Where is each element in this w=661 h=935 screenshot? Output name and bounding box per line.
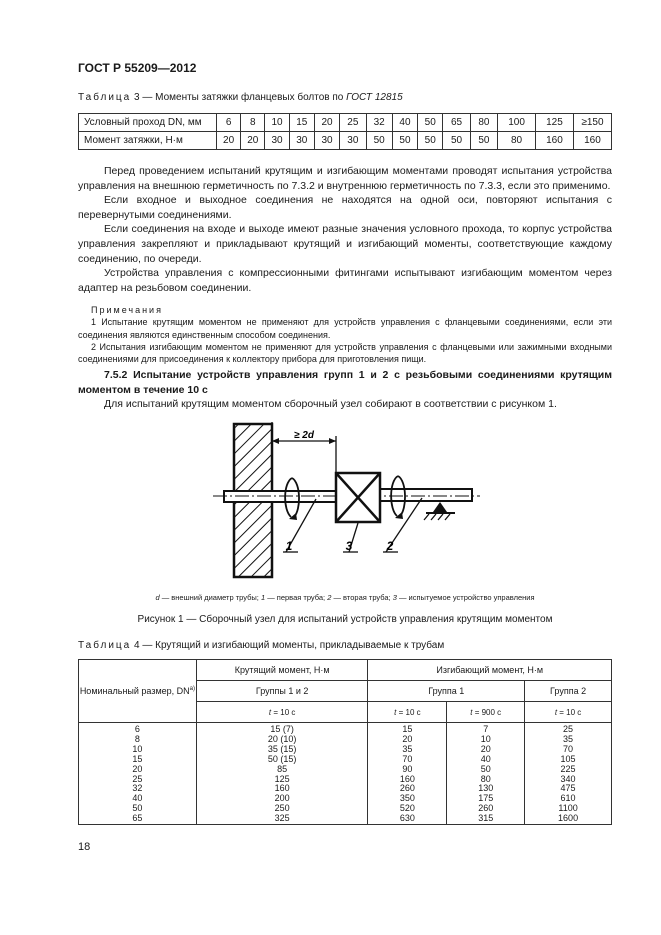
table4-value: 90 xyxy=(402,763,413,774)
support-triangle xyxy=(433,502,447,512)
table4-value: 25 xyxy=(563,724,574,734)
time-value: = 10 с xyxy=(557,707,582,717)
header-time xyxy=(368,702,447,723)
table3-cell: 50 xyxy=(443,132,470,150)
header-time xyxy=(447,702,525,723)
table4-value: 25 xyxy=(132,773,143,784)
table3-cell: 30 xyxy=(314,132,339,150)
time-value: = 10 с xyxy=(271,707,296,717)
time-value: = 10 с xyxy=(396,707,421,717)
header-groups-1-2: Группы 1 и 2 xyxy=(196,681,368,702)
table4-value: 260 xyxy=(478,803,494,814)
table4-value: 1100 xyxy=(558,803,578,814)
table4-value: 50 xyxy=(132,803,143,814)
table4-value: 35 (15) xyxy=(267,743,297,754)
page-number: 18 xyxy=(78,841,91,853)
paragraph: Устройства управления с компрессионными фитингами испытывают изгибающим моментом через адаптер на резьбовом соединении. xyxy=(78,267,612,294)
table3-cell: 125 xyxy=(536,114,574,132)
table3-cell: 8 xyxy=(241,114,265,132)
table3-cell: 20 xyxy=(241,132,265,150)
table4-value: 610 xyxy=(560,793,576,804)
table3-cell: 30 xyxy=(340,132,366,150)
legend-symbol: d xyxy=(155,593,160,602)
notes-title: Примечания xyxy=(91,305,163,315)
table3-cell: 50 xyxy=(470,132,497,150)
time-symbol: t xyxy=(554,707,558,717)
figure-caption: Рисунок 1 — Сборочный узел для испытаний устройств управления крутящим моментом xyxy=(137,614,553,625)
document-header: ГОСТ Р 55209—2012 xyxy=(78,61,197,75)
table4-value: 125 xyxy=(274,773,290,784)
table4-col-group1-900s xyxy=(447,723,525,825)
legend-symbol: 1 xyxy=(260,593,266,602)
table4-value: 160 xyxy=(399,773,415,784)
time-symbol: t xyxy=(470,707,473,717)
table4-value: 50 xyxy=(480,763,491,774)
header-time xyxy=(525,702,612,723)
header-dn-footnote: а) xyxy=(189,686,195,692)
table4-header-row xyxy=(79,660,612,681)
legend-text: — первая труба; xyxy=(265,593,328,602)
table4-value: 35 xyxy=(563,733,574,744)
header-dn-text: Номинальный размер, DN xyxy=(79,686,190,696)
table3-cell: 100 xyxy=(498,114,536,132)
header-group-1: Группа 1 xyxy=(368,681,525,702)
second-pipe xyxy=(380,489,472,501)
table3-cell: ≥150 xyxy=(573,114,611,132)
table4-value: 340 xyxy=(560,773,576,784)
table3-cell: 160 xyxy=(573,132,611,150)
table4-value: 7 xyxy=(483,724,489,734)
table3-cell: 40 xyxy=(392,114,417,132)
header-time xyxy=(196,702,368,723)
table4 xyxy=(78,659,612,825)
legend-text: — вторая труба; xyxy=(331,593,393,602)
paragraph: Если соединения на входе и выходе имеют разные значения условного прохода, то корпус устройства управления закрепляют и прикладывают крутящий и изгибающий моменты, соответствующие каждому соединению, по очереди. xyxy=(78,223,612,265)
legend-text: — испытуемое устройство управления xyxy=(396,593,535,602)
table4-value: 475 xyxy=(560,783,576,794)
table4-col-dn xyxy=(79,723,197,825)
table4-value: 200 xyxy=(274,793,290,804)
table4-value: 315 xyxy=(478,813,494,824)
table4-value: 80 xyxy=(480,773,491,784)
note-item: 1 Испытание крутящим моментом не применяют для устройств управления с фланцевыми соединениями, если эти соединения являются единственным способом соединения. xyxy=(78,317,612,340)
table4-value: 10 xyxy=(132,743,143,754)
table4-value: 630 xyxy=(399,813,415,824)
dimension-arrow xyxy=(329,438,336,444)
table4-header-bending: Изгибающий момент, Н·м xyxy=(368,660,612,681)
table3-cell: 160 xyxy=(536,132,574,150)
label-first-pipe: 1 xyxy=(285,539,293,553)
table4-value: 40 xyxy=(132,793,143,804)
table3-cell: 50 xyxy=(392,132,417,150)
table4-value: 6 xyxy=(134,724,140,734)
table4-caption-text: — Крутящий и изгибающий моменты, прикладываемые к трубам xyxy=(142,640,445,651)
table4-value: 20 xyxy=(132,763,143,774)
legend-text: — внешний диаметр трубы; xyxy=(159,593,261,602)
table4-value: 520 xyxy=(399,803,415,814)
table3-cell: 80 xyxy=(498,132,536,150)
table4-col-torque xyxy=(196,723,368,825)
table3-cell: 30 xyxy=(265,132,289,150)
table4-value: 20 (10) xyxy=(267,733,297,744)
table4-value: 35 xyxy=(402,743,413,754)
table3-cell: 20 xyxy=(216,132,240,150)
table4-caption-prefix: Таблица xyxy=(78,640,132,651)
table4-value: 325 xyxy=(274,813,290,824)
table3-cell: 25 xyxy=(340,114,366,132)
table4-col-group2-10s xyxy=(525,723,612,825)
table3-row-dn-label: Условный проход DN, мм xyxy=(79,114,217,132)
table3-caption-number: 3 xyxy=(134,92,140,103)
table3-cell: 50 xyxy=(418,132,443,150)
legend-symbol: 2 xyxy=(327,593,332,602)
table3-cell: 32 xyxy=(366,114,392,132)
table3-cell: 6 xyxy=(216,114,240,132)
label-second-pipe: 2 xyxy=(386,539,394,553)
table4-value: 65 xyxy=(132,813,143,824)
table4-value: 85 xyxy=(277,763,288,774)
support-hatch xyxy=(424,514,429,520)
section-heading: 7.5.2 Испытание устройств управления групп 1 и 2 с резьбовыми соединениями крутящим моментом в течение 10 с xyxy=(78,369,612,396)
table4-value: 105 xyxy=(560,753,576,764)
table4-value: 50 (15) xyxy=(267,753,297,764)
table3-cell: 30 xyxy=(289,132,314,150)
table4-value: 70 xyxy=(563,743,574,754)
paragraph: Перед проведением испытаний крутящим и изгибающим моментами проводят испытания устройства управления на внешнюю герметичность по 7.3.2 и внутреннюю герметичность по 7.3.3, если это применимо. xyxy=(78,165,612,192)
table3-cell: 15 xyxy=(289,114,314,132)
table3-caption-text: — Моменты затяжки фланцевых болтов по xyxy=(142,92,347,103)
table4-value: 225 xyxy=(560,763,576,774)
table3-cell: 65 xyxy=(443,114,470,132)
table4-value: 260 xyxy=(399,783,415,794)
time-value: = 900 с xyxy=(472,707,502,717)
time-symbol: t xyxy=(394,707,397,717)
support-hatch xyxy=(438,514,443,520)
section-text: Для испытаний крутящим моментом сборочный узел собирают в соответствии с рисунком 1. xyxy=(104,398,557,411)
legend-symbol: 3 xyxy=(392,593,397,602)
table4-header-torque: Крутящий момент, Н·м xyxy=(196,660,368,681)
table3-cell: 80 xyxy=(470,114,497,132)
table4-value: 20 xyxy=(480,743,491,754)
table4-value: 350 xyxy=(399,793,415,804)
table3-row-torque-label: Момент затяжки, Н·м xyxy=(79,132,217,150)
table4-value: 70 xyxy=(402,753,413,764)
table4-col-group1-10s xyxy=(368,723,447,825)
time-symbol: t xyxy=(268,707,272,717)
table4-value: 40 xyxy=(480,753,491,764)
table4-value: 10 xyxy=(480,733,491,744)
table4-value: 130 xyxy=(478,783,494,794)
note-item: 2 Испытания изгибающим моментом не применяют для устройств управления с фланцевыми или зажимными входными соединениями для присоединения к коллектору прибора для приготовления пищи. xyxy=(78,341,612,365)
table4-value: 160 xyxy=(274,783,290,794)
table4-value: 15 xyxy=(132,753,143,764)
support-hatch xyxy=(445,514,450,520)
paragraph: Если входное и выходное соединения не находятся на одной оси, повторяют испытания с перевернутыми соединениями. xyxy=(78,194,612,221)
header-group-2: Группа 2 xyxy=(525,681,612,702)
table4-value: 1600 xyxy=(558,813,579,824)
table4-value: 250 xyxy=(274,803,290,814)
table4-body xyxy=(79,723,612,825)
table4-caption-number: 4 xyxy=(134,640,140,651)
table3-cell: 50 xyxy=(418,114,443,132)
table4-value: 175 xyxy=(478,793,494,804)
table4-value: 15 xyxy=(402,724,413,734)
label-device: 3 xyxy=(345,539,353,553)
figure-legend xyxy=(78,593,612,602)
table4-value: 8 xyxy=(134,733,140,744)
table3-caption-prefix: Таблица xyxy=(78,92,132,103)
support-hatch xyxy=(431,514,436,520)
table3-cell: 20 xyxy=(314,114,339,132)
dimension-label: ≥ 2d xyxy=(294,430,314,441)
table3-cell: 50 xyxy=(366,132,392,150)
table4-caption xyxy=(78,640,444,651)
table4-value: 32 xyxy=(132,783,143,794)
table3-caption-ref: ГОСТ 12815 xyxy=(346,92,403,103)
table4-value: 20 xyxy=(402,733,413,744)
table4-header-dn xyxy=(79,660,197,723)
table4-value: 15 (7) xyxy=(270,724,294,734)
table3-cell: 10 xyxy=(265,114,289,132)
